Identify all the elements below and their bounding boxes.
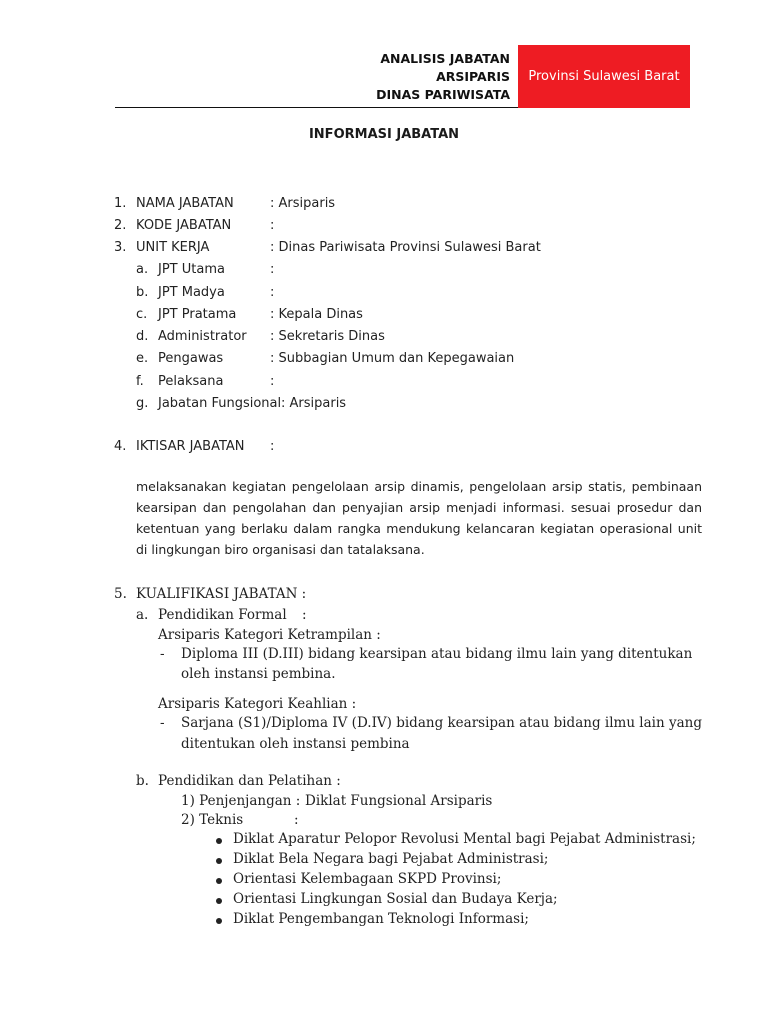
- category-text: ditentukan oleh instansi pembina: [181, 736, 410, 752]
- sub-letter: e.: [136, 351, 149, 366]
- sub-label: Pelaksana: [158, 374, 224, 389]
- sub-letter: d.: [136, 329, 149, 344]
- bullet-icon: [216, 878, 222, 884]
- bullet-icon: [216, 838, 222, 844]
- item-number: 2.: [114, 218, 127, 233]
- category-title: Arsiparis Kategori Keahlian :: [158, 696, 357, 712]
- item-value: : Arsiparis: [270, 196, 336, 211]
- category-title: Arsiparis Kategori Ketrampilan :: [158, 627, 381, 643]
- item-number: 5.: [114, 586, 127, 602]
- teknis-item: Diklat Aparatur Pelopor Revolusi Mental bagi Pejabat Administrasi;: [233, 831, 696, 847]
- teknis-colon: :: [294, 812, 299, 828]
- document-title: INFORMASI JABATAN: [308, 127, 460, 142]
- sub-value: :: [270, 374, 275, 389]
- sub-colon: :: [302, 607, 307, 623]
- sub-label: Pendidikan dan Pelatihan :: [158, 773, 341, 789]
- sub-label: JPT Utama: [158, 262, 225, 277]
- item-label: IKTISAR JABATAN: [136, 439, 245, 454]
- item-number: 1.: [114, 196, 127, 211]
- sub-label: Pendidikan Formal: [158, 607, 287, 623]
- bullet-icon: [216, 898, 222, 904]
- bullet-icon: [216, 858, 222, 864]
- sub-value: : Kepala Dinas: [270, 307, 363, 322]
- sub-label: Jabatan Fungsional: [158, 396, 282, 411]
- sub-value: : Sekretaris Dinas: [270, 329, 385, 344]
- sub-value: : Arsiparis: [281, 396, 347, 411]
- teknis-item: Orientasi Lingkungan Sosial dan Budaya Kerja;: [233, 891, 558, 907]
- sub-label: JPT Madya: [158, 285, 225, 300]
- item-label: NAMA JABATAN: [136, 196, 234, 211]
- sub-value: :: [270, 262, 275, 277]
- item-number: 4.: [114, 439, 127, 454]
- province-label: Provinsi Sulawesi Barat: [528, 69, 680, 84]
- sub-value: :: [270, 285, 275, 300]
- iktisar-paragraph: melaksanakan kegiatan pengelolaan arsip dinamis, pengelolaan arsip statis, pembinaan kearsipan dan pengolahan dan penyajian arsip menjadi informasi. sesuai prosedur dan ketentuan yang berlaku dalam rangka mendukung kelancaran kegiatan operasional unit di lingkungan biro organisasi dan tatalaksana.: [136, 479, 702, 557]
- item-value: :: [270, 218, 275, 233]
- sub-letter: a.: [136, 607, 149, 623]
- teknis-item: Diklat Bela Negara bagi Pejabat Administrasi;: [233, 851, 549, 867]
- sub-letter: f.: [136, 374, 144, 389]
- bullet-icon: [216, 918, 222, 924]
- header-line-2: ARSIPARIS: [436, 69, 510, 84]
- sub-label: Pengawas: [158, 351, 224, 366]
- header-line-3: DINAS PARIWISATA: [376, 87, 510, 102]
- item-label: UNIT KERJA: [136, 240, 210, 255]
- item-number: 3.: [114, 240, 127, 255]
- header-divider: [115, 107, 518, 108]
- dash-marker: -: [160, 646, 165, 662]
- sub-letter: g.: [136, 396, 149, 411]
- category-text: Sarjana (S1)/Diploma IV (D.IV) bidang kearsipan atau bidang ilmu lain yang: [181, 715, 702, 731]
- header-line-1: ANALISIS JABATAN: [380, 51, 510, 66]
- teknis-item: Diklat Pengembangan Teknologi Informasi;: [233, 911, 529, 927]
- penjenjangan-value: Diklat Fungsional Arsiparis: [305, 793, 493, 809]
- sub-label: JPT Pratama: [158, 307, 237, 322]
- header-left: [376, 50, 510, 104]
- category-text: Diploma III (D.III) bidang kearsipan atau bidang ilmu lain yang ditentukan: [181, 646, 693, 662]
- teknis-item: Orientasi Kelembagaan SKPD Provinsi;: [233, 871, 502, 887]
- sub-letter: b.: [136, 773, 149, 789]
- sub-letter: a.: [136, 262, 149, 277]
- teknis-label: 2) Teknis: [181, 812, 244, 828]
- category-text: oleh instansi pembina.: [181, 666, 336, 682]
- item-value: : Dinas Pariwisata Provinsi Sulawesi Barat: [270, 240, 541, 255]
- penjenjangan-label: 1) Penjenjangan :: [181, 793, 301, 809]
- dash-marker: -: [160, 715, 165, 731]
- item-label: KODE JABATAN: [136, 218, 232, 233]
- sub-letter: b.: [136, 285, 149, 300]
- sub-letter: c.: [136, 307, 148, 322]
- item-label: KUALIFIKASI JABATAN :: [136, 586, 307, 602]
- sub-value: : Subbagian Umum dan Kepegawaian: [270, 351, 515, 366]
- province-badge: [518, 45, 690, 108]
- sub-label: Administrator: [158, 329, 247, 344]
- item-value: :: [270, 439, 275, 454]
